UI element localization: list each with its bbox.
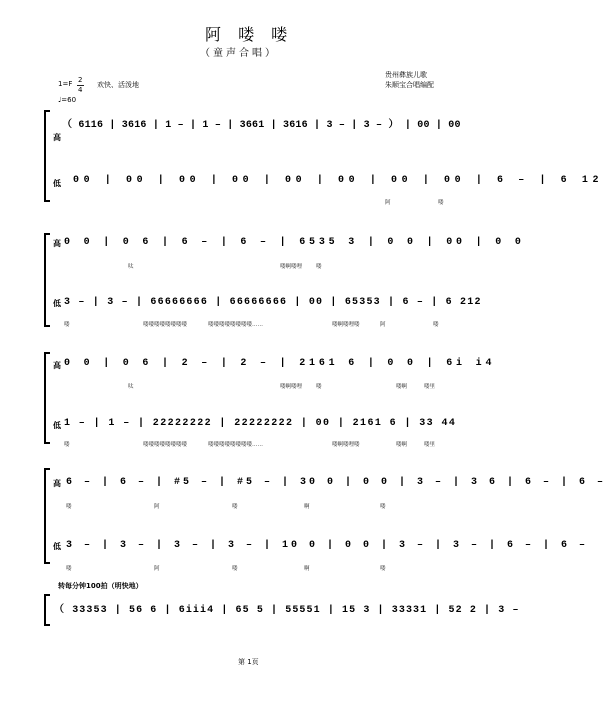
system4-low-lyric: 喽 xyxy=(66,566,72,572)
part-label-low: 低 xyxy=(53,299,61,308)
system2-low-lyric: 喽 xyxy=(433,322,439,328)
time-sig-top: 2 xyxy=(78,76,83,84)
system4-low-lyric: 喽 xyxy=(232,566,238,572)
part-label-high: 高 xyxy=(53,133,61,142)
system3-low-lyric: 喽里 xyxy=(424,442,436,448)
page-number: 第 1页 xyxy=(238,658,259,666)
part-label-low: 低 xyxy=(53,421,61,430)
song-title: 阿 喽 喽 xyxy=(205,25,294,44)
system4-low-lyric: 喽 xyxy=(380,566,386,572)
system2-low-notes: 3 – | 3 – | 66666666 | 66666666 | 00 | 65353 | 6 – | 6 212 xyxy=(64,297,482,308)
system-bracket xyxy=(44,110,50,202)
system3-high-lyric: 喽里 xyxy=(424,384,436,390)
system-bracket xyxy=(44,594,50,626)
system1-lyric-1: 阿 xyxy=(385,200,391,206)
system4-high-lyric: 啊 xyxy=(304,504,310,510)
time-sig-bottom: 4 xyxy=(78,86,83,94)
part-label-high: 高 xyxy=(53,361,61,370)
system4-high-lyric: 喽 xyxy=(232,504,238,510)
system2-high-notes: 0 0 | 0 6 | 6 – | 6 – | 6535 3 | 0 0 | 00 | 0 0 xyxy=(64,237,525,248)
credit-arranger: 朱顺宝合唱编配 xyxy=(385,81,434,89)
system3-low-lyric: 喽喽喽喽喽喽喽喽…… xyxy=(208,442,264,448)
system-bracket xyxy=(44,352,50,444)
part-label-high: 高 xyxy=(53,239,61,248)
system3-high-lyric: 喽啊 xyxy=(396,384,408,390)
system2-high-lyric: 喽 xyxy=(316,264,322,270)
system4-high-lyric: 阿 xyxy=(154,504,160,510)
system1-high-notes: （ 6116 | 3616 | 1 – | 1 – | 3661 | 3616 | 3 – | 3 – ） | 00 | 00 xyxy=(62,120,461,131)
system3-low-lyric: 喽喽喽喽喽喽喽喽 xyxy=(143,442,188,448)
system4-high-lyric: 喽 xyxy=(380,504,386,510)
system2-low-lyric: 喽 xyxy=(64,322,70,328)
system4-high-lyric: 喽 xyxy=(66,504,72,510)
system2-low-lyric: 喽喽喽喽喽喽喽喽…… xyxy=(208,322,264,328)
tempo-change-marking: 转每分钟100拍（明快地） xyxy=(58,582,143,590)
system3-high-lyric: 呔 xyxy=(128,384,134,390)
system4-low-lyric: 阿 xyxy=(154,566,160,572)
system1-lyric-2: 喽 xyxy=(438,200,444,206)
system2-low-lyric: 阿 xyxy=(380,322,386,328)
part-label-low: 低 xyxy=(53,542,61,551)
system1-low-notes: 00 | 00 | 00 | 00 | 00 | 00 | 00 | 00 | 6 – | 6 12 xyxy=(73,175,604,186)
style-marking: 欢快、活泼地 xyxy=(97,81,139,89)
system3-high-lyric: 喽啊喽哩 xyxy=(280,384,303,390)
system3-high-lyric: 喽 xyxy=(316,384,322,390)
system4-low-lyric: 啊 xyxy=(304,566,310,572)
system5-notes: （ 33353 | 56 6 | 6iii4 | 65 5 | 55551 | 15 3 | 33331 | 52 2 | 3 – xyxy=(54,605,520,616)
key-signature: 1=F xyxy=(58,80,73,88)
system3-low-lyric: 喽啊喽哩喽 xyxy=(332,442,360,448)
system-bracket xyxy=(44,233,50,327)
system4-low-notes: 3 – | 3 – | 3 – | 3 – | 10 0 | 0 0 | 3 – | 3 – | 6 – | 6 – xyxy=(66,540,589,551)
part-label-low: 低 xyxy=(53,179,61,188)
system-bracket xyxy=(44,468,50,564)
system2-low-lyric: 喽啊喽哩喽 xyxy=(332,322,360,328)
system2-low-lyric: 喽喽喽喽喽喽喽喽 xyxy=(143,322,188,328)
system3-low-lyric: 喽啊 xyxy=(396,442,408,448)
system3-low-notes: 1 – | 1 – | 22222222 | 22222222 | 00 | 2161 6 | 33 44 xyxy=(64,418,457,429)
system3-low-lyric: 喽 xyxy=(64,442,70,448)
system4-high-notes: 6 – | 6 – | #5 – | #5 – | 30 0 | 0 0 | 3 – | 3 6 | 6 – | 6 – xyxy=(66,477,606,488)
system2-high-lyric: 呔 xyxy=(128,264,134,270)
tempo-marking: ♩=60 xyxy=(58,96,77,104)
system2-high-lyric: 喽啊喽哩 xyxy=(280,264,303,270)
credit-origin: 贵州彝族儿歌 xyxy=(385,71,427,79)
song-subtitle: （童声合唱） xyxy=(200,48,278,59)
system3-high-notes: 0 0 | 0 6 | 2 – | 2 – | 2161 6 | 0 0 | 6i i4 xyxy=(64,358,496,369)
part-label-high: 高 xyxy=(53,479,61,488)
